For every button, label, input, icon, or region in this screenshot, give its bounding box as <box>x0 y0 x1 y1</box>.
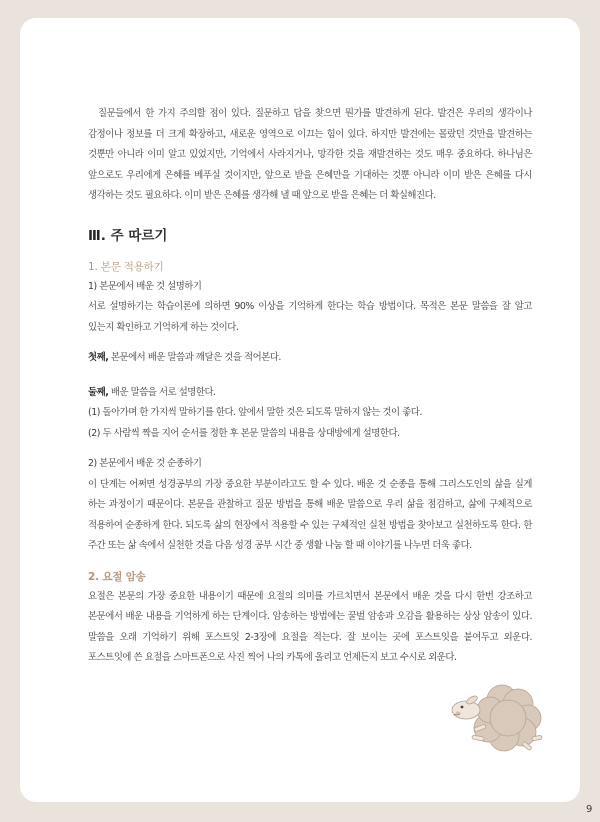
item2-text: 이 단계는 어쩌면 성경공부의 가장 중요한 부분이라고도 할 수 있다. 배운 것 순종을 통해 그리스도인의 삶을 실게 하는 과정이기 때문이다. 본문을 관찰하고 질문 방법을 통해 배운 말씀으로 우리 삶을 점검하고, 삶에 구체적으로 적용하여 순종하게 한다. 되도록 삶의 현장에서 적용할 수 있는 구체적인 실천 방법을 찾아보고 실천하도록 한다. 한 주간 또는 삶 속에서 실천한 것을 다음 성경 공부 시간 중 생활 나눔 할 때 이야기를 나누면 더욱 좋다. <box>88 478 532 551</box>
subsection-heading-memorize: 2. 요절 암송 <box>88 570 146 583</box>
first-text: 본문에서 배운 말씀과 깨달은 것을 적어본다. <box>108 352 281 363</box>
second-point-1: (1) 돌아가며 한 가지씩 말하기를 한다. 앞에서 말한 것은 되도록 말하지 않는 것이 좋다. <box>88 407 422 418</box>
item2-title: 2) 본문에서 배운 것 순종하기 <box>88 458 202 469</box>
subsection-heading-apply: 1. 본문 적용하기 <box>88 260 164 273</box>
intro-paragraph: 질문들에서 한 가지 주의할 점이 있다. 질문하고 답을 찾으면 뭔가를 발견하게 된다. 발견은 우리의 생각이나 감정이나 정보를 더 크게 확장하고, 새로운 영역으로 이끄는 힘이 있다. 하지만 발견에는 몰랐던 것만을 발견하는 것뿐만 아니라 이미 알고 있었지만, 기억에서 사라지거나, 망각한 것을 재발견하는 것도 매우 중요하다. 하나님은 앞으로도 우리에게 은혜를 베푸실 것이지만, 앞으로 받을 은혜만을 기대하는 것뿐 아니라 이미 받은 은혜를 다시 생각하는 것도 필요하다. 이미 받은 은혜를 생각해 낼 때 앞으로 받을 은혜는 더 확실해진다. <box>88 108 532 201</box>
first-label: 첫째, <box>88 352 109 363</box>
page <box>20 18 593 815</box>
item1-title: 1) 본문에서 배운 것 설명하기 <box>88 280 202 292</box>
second-step <box>88 383 532 404</box>
sheep-illustration <box>444 670 544 762</box>
first-step <box>88 348 532 369</box>
memorize-text: 요절은 본문의 가장 중요한 내용이기 때문에 요절의 의미를 가르치면서 본문에서 배운 것을 다시 한번 강조하고 본문에서 배운 내용을 기억하게 하는 단계이다. 암송하는 방법에는 꿀벌 암송과 오감을 활용하는 상상 암송이 있다. 말씀을 오래 기억하기 위해 포스트잇 2-3장에 요절을 적는다. 잘 보이는 곳에 포스트잇을 붙여두고 외운다. 포스트잇에 쓴 요절을 스마트폰으로 사진 찍어 나의 카톡에 올리고 언제든지 보고 수시로 외운다. <box>88 590 532 663</box>
item1-text: 서로 설명하기는 학습이론에 의하면 90% 이상을 기억하게 한다는 학습 방법이다. 목적은 본문 말씀을 잘 알고 있는지 확인하고 기억하게 하는 것이다. <box>88 301 532 333</box>
page-number: 9 <box>586 804 593 815</box>
page-content <box>88 104 532 669</box>
second-label: 둘째, <box>88 386 109 398</box>
section-title: Ⅲ. 주 따르기 <box>88 227 168 244</box>
second-point-2: (2) 두 사람씩 짝을 지어 순서를 정한 후 본문 말씀의 내용을 상대방에게 설명한다. <box>88 427 400 439</box>
second-text: 배운 말씀을 서로 설명한다. <box>108 386 216 398</box>
